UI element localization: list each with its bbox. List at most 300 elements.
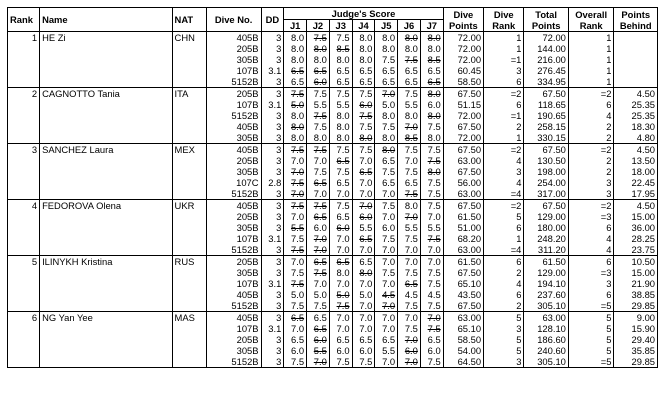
judge-score: 8.0: [307, 132, 330, 144]
overall-rank: =2: [568, 88, 614, 100]
dive-rank: 1: [484, 43, 524, 54]
judge-score: 8.0: [329, 110, 352, 121]
dive-points: 64.50: [443, 356, 483, 368]
judge-score: 6.5: [398, 65, 421, 76]
athlete-name-blank: [40, 177, 172, 188]
judge-score: 7.0: [375, 188, 398, 200]
dive-row: [8, 54, 658, 65]
judge-score: 8.5: [420, 54, 443, 65]
judge-score: 7.5: [420, 144, 443, 156]
athlete-nat: MAS: [172, 312, 206, 324]
dive-points: 72.00: [443, 43, 483, 54]
judge-score: 6.0: [307, 222, 330, 233]
judge-score: 7.0: [352, 200, 375, 212]
total-points: 311.20: [524, 244, 569, 256]
athlete-nat: UKR: [172, 200, 206, 212]
total-points: 240.60: [524, 345, 569, 356]
judge-score: 7.0: [375, 256, 398, 268]
dive-row: [8, 43, 658, 54]
total-points: 67.50: [524, 200, 569, 212]
athlete-nat-blank: [172, 323, 206, 334]
judge-score: 7.5: [398, 233, 421, 244]
judge-score: 8.0: [284, 132, 307, 144]
judge-score: 6.5: [375, 177, 398, 188]
judge-score: 7.5: [307, 166, 330, 177]
judge-score: 5.0: [329, 289, 352, 300]
overall-rank: 1: [568, 65, 614, 76]
athlete-rank-blank: [8, 278, 40, 289]
degree-of-difficulty: 3: [261, 289, 284, 300]
judge-score: 6.5: [352, 166, 375, 177]
judge-score: 6.5: [329, 334, 352, 345]
athlete-rank-blank: [8, 43, 40, 54]
dive-points: 58.50: [443, 76, 483, 88]
judge-score: 7.0: [375, 323, 398, 334]
judge-score: 6.5: [329, 256, 352, 268]
dive-number: 107B: [206, 233, 261, 244]
dive-points: 63.00: [443, 244, 483, 256]
athlete-name-blank: [40, 289, 172, 300]
judge-score: 7.0: [398, 121, 421, 132]
judge-score: 8.0: [352, 267, 375, 278]
dive-number: 205B: [206, 88, 261, 100]
judge-score: 7.5: [284, 267, 307, 278]
points-behind: 28.25: [614, 233, 658, 244]
judge-score: 7.5: [284, 88, 307, 100]
total-points: 129.00: [524, 267, 569, 278]
dive-rank: =1: [484, 54, 524, 65]
dive-number: 5152B: [206, 300, 261, 312]
judge-score: 7.0: [375, 278, 398, 289]
athlete-nat-blank: [172, 267, 206, 278]
athlete-name: HE Zi: [40, 32, 172, 44]
judge-score: 6.5: [420, 65, 443, 76]
points-behind: 22.45: [614, 177, 658, 188]
dive-row: [8, 323, 658, 334]
judge-score: 8.0: [375, 32, 398, 44]
athlete-rank-blank: [8, 345, 40, 356]
athlete-rank-blank: [8, 54, 40, 65]
dive-number: 405B: [206, 289, 261, 300]
points-behind: 4.50: [614, 88, 658, 100]
judge-score: 8.0: [375, 132, 398, 144]
degree-of-difficulty: 3: [261, 244, 284, 256]
overall-rank: 3: [568, 177, 614, 188]
judge-score: 6.0: [329, 345, 352, 356]
judge-score: 8.0: [284, 54, 307, 65]
points-behind: 4.80: [614, 132, 658, 144]
dive-number: 305B: [206, 54, 261, 65]
judge-score: 7.0: [307, 233, 330, 244]
points-behind: [614, 65, 658, 76]
judge-score: 6.5: [352, 256, 375, 268]
judge-score: 8.0: [307, 43, 330, 54]
judge-score: 5.5: [398, 99, 421, 110]
judge-score: 6.5: [375, 76, 398, 88]
dive-points: 56.00: [443, 177, 483, 188]
points-behind: 9.00: [614, 312, 658, 324]
degree-of-difficulty: 3.1: [261, 323, 284, 334]
judge-score: 7.5: [398, 267, 421, 278]
athlete-name-blank: [40, 43, 172, 54]
judges-score-header: Judge's Score: [284, 8, 443, 20]
dive-rank: 4: [484, 155, 524, 166]
judge-score: 7.5: [284, 233, 307, 244]
dive-number: 205B: [206, 334, 261, 345]
athlete-nat: ITA: [172, 88, 206, 100]
dive-row: [8, 300, 658, 312]
athlete-name-blank: [40, 222, 172, 233]
judge-score: 5.5: [375, 345, 398, 356]
athlete-nat-blank: [172, 300, 206, 312]
judge-score: 8.0: [352, 32, 375, 44]
judge-score: 4.5: [375, 289, 398, 300]
judge-score: 7.0: [284, 256, 307, 268]
degree-of-difficulty: 3: [261, 76, 284, 88]
judge-score: 8.0: [329, 54, 352, 65]
judge-score: 4.5: [398, 289, 421, 300]
dive-points: 60.45: [443, 65, 483, 76]
dive-row: [8, 289, 658, 300]
dive-row: [8, 132, 658, 144]
overall-rank: 6: [568, 256, 614, 268]
nat-header: NAT: [172, 8, 206, 32]
dive-row: [8, 65, 658, 76]
dive-number: 205B: [206, 43, 261, 54]
judge-header-6: J6: [398, 20, 421, 32]
degree-of-difficulty: 3: [261, 222, 284, 233]
judge-score: 6.5: [307, 211, 330, 222]
athlete-nat-blank: [172, 356, 206, 368]
judge-score: 6.0: [398, 345, 421, 356]
judge-score: 8.0: [307, 54, 330, 65]
judge-score: 7.0: [420, 244, 443, 256]
dive-number: 107C: [206, 177, 261, 188]
athlete-name-blank: [40, 356, 172, 368]
total-points: 61.50: [524, 256, 569, 268]
judge-score: 7.5: [352, 121, 375, 132]
judge-score: 7.5: [284, 278, 307, 289]
degree-of-difficulty: 3: [261, 110, 284, 121]
judge-score: 6.0: [284, 345, 307, 356]
judge-score: 6.5: [284, 65, 307, 76]
athlete-rank-blank: [8, 222, 40, 233]
judge-score: 7.5: [398, 88, 421, 100]
judge-score: 7.0: [352, 312, 375, 324]
dive-row: [8, 155, 658, 166]
judge-score: 7.5: [329, 200, 352, 212]
athlete-rank: 4: [8, 200, 40, 212]
judge-score: 8.0: [375, 144, 398, 156]
total-points: 128.10: [524, 323, 569, 334]
points-behind: 4.50: [614, 144, 658, 156]
points-behind: 29.85: [614, 300, 658, 312]
judge-score: 8.0: [420, 43, 443, 54]
dive-row: [8, 32, 658, 44]
judge-header-1: J1: [284, 20, 307, 32]
judge-score: 7.5: [420, 233, 443, 244]
judge-score: 7.0: [398, 211, 421, 222]
points-behind: 35.85: [614, 345, 658, 356]
points-behind: 23.75: [614, 244, 658, 256]
judge-score: 7.5: [375, 233, 398, 244]
points-behind: [614, 43, 658, 54]
overall-rank: =2: [568, 200, 614, 212]
judge-score: 7.5: [398, 300, 421, 312]
degree-of-difficulty: 3.1: [261, 233, 284, 244]
judge-score: 5.0: [307, 289, 330, 300]
degree-of-difficulty: 3.1: [261, 65, 284, 76]
dive-rank: 6: [484, 99, 524, 110]
dive-number: 305B: [206, 132, 261, 144]
athlete-nat-blank: [172, 233, 206, 244]
athlete-nat-blank: [172, 222, 206, 233]
athlete-name-blank: [40, 110, 172, 121]
judge-score: 7.5: [420, 300, 443, 312]
dive-points: 67.50: [443, 166, 483, 177]
dive-points: 51.00: [443, 222, 483, 233]
points-behind: 13.50: [614, 155, 658, 166]
degree-of-difficulty: 3: [261, 166, 284, 177]
athlete-rank: 2: [8, 88, 40, 100]
dive-points: 54.00: [443, 345, 483, 356]
judge-score: 7.5: [329, 32, 352, 44]
judge-score: 7.5: [420, 323, 443, 334]
judge-score: 7.0: [352, 278, 375, 289]
degree-of-difficulty: 3.1: [261, 278, 284, 289]
judge-score: 7.5: [420, 278, 443, 289]
judge-score: 7.5: [329, 144, 352, 156]
judge-score: 7.0: [375, 211, 398, 222]
dive-number: 107B: [206, 278, 261, 289]
judge-score: 7.0: [307, 155, 330, 166]
overall-rank: =5: [568, 300, 614, 312]
judge-score: 7.0: [420, 256, 443, 268]
name-header: Name: [40, 8, 172, 32]
athlete-rank: 5: [8, 256, 40, 268]
athlete-rank-blank: [8, 121, 40, 132]
judge-score: 8.0: [398, 32, 421, 44]
athlete-nat-blank: [172, 155, 206, 166]
dive-points: 72.00: [443, 110, 483, 121]
athlete-name-blank: [40, 65, 172, 76]
degree-of-difficulty: 3: [261, 300, 284, 312]
judge-score: 7.0: [352, 177, 375, 188]
judge-score: 8.0: [420, 88, 443, 100]
judge-score: 6.5: [375, 334, 398, 345]
dive-rank: 5: [484, 312, 524, 324]
athlete-rank: 6: [8, 312, 40, 324]
overall-rank: 2: [568, 166, 614, 177]
degree-of-difficulty: 3: [261, 267, 284, 278]
judge-score: 7.5: [284, 300, 307, 312]
dive-points: 43.50: [443, 289, 483, 300]
dive-row: [8, 334, 658, 345]
dive-row: [8, 244, 658, 256]
judge-score: 6.5: [307, 323, 330, 334]
athlete-rank-blank: [8, 323, 40, 334]
judge-score: 7.0: [375, 300, 398, 312]
dive-row: [8, 345, 658, 356]
overall-rank: 5: [568, 334, 614, 345]
degree-of-difficulty: 3: [261, 144, 284, 156]
overall-rank: 1: [568, 54, 614, 65]
judge-score: 7.0: [307, 244, 330, 256]
athlete-nat-blank: [172, 334, 206, 345]
dive-rank: =2: [484, 88, 524, 100]
points-behind: 25.35: [614, 110, 658, 121]
judge-score: 6.5: [329, 65, 352, 76]
athlete-nat-blank: [172, 188, 206, 200]
athlete-name-blank: [40, 323, 172, 334]
dive-points: 63.00: [443, 188, 483, 200]
dive-points: 72.00: [443, 132, 483, 144]
judge-score: 8.0: [398, 110, 421, 121]
total-points: 216.00: [524, 54, 569, 65]
judge-score: 7.5: [398, 323, 421, 334]
judge-score: 6.0: [352, 211, 375, 222]
athlete-nat: MEX: [172, 144, 206, 156]
overall-rank: =3: [568, 267, 614, 278]
athlete-rank-blank: [8, 188, 40, 200]
total-points: 63.00: [524, 312, 569, 324]
judge-score: 7.5: [375, 200, 398, 212]
judge-score: 7.0: [307, 356, 330, 368]
degree-of-difficulty: 3: [261, 356, 284, 368]
total-points-header: Total Points: [524, 8, 569, 32]
athlete-rank-blank: [8, 356, 40, 368]
athlete-name-blank: [40, 132, 172, 144]
judge-score: 8.5: [398, 132, 421, 144]
judge-score: 6.5: [329, 211, 352, 222]
athlete-name-blank: [40, 121, 172, 132]
total-points: 305.10: [524, 356, 569, 368]
judge-score: 7.0: [284, 166, 307, 177]
judge-score: 6.0: [307, 76, 330, 88]
overall-rank: 5: [568, 345, 614, 356]
judge-score: 7.5: [329, 356, 352, 368]
degree-of-difficulty: 3: [261, 88, 284, 100]
judge-score: 6.5: [329, 177, 352, 188]
judge-score: 7.0: [375, 312, 398, 324]
athlete-name-blank: [40, 278, 172, 289]
judge-score: 7.5: [329, 300, 352, 312]
judge-score: 7.5: [307, 300, 330, 312]
dive-number: 405B: [206, 121, 261, 132]
judge-score: 7.5: [375, 54, 398, 65]
judge-score: 7.0: [284, 188, 307, 200]
dive-number: 405B: [206, 144, 261, 156]
dive-number: 405B: [206, 32, 261, 44]
overall-rank: 1: [568, 32, 614, 44]
athlete-rank: 3: [8, 144, 40, 156]
athlete-name: SANCHEZ Laura: [40, 144, 172, 156]
dive-row: [8, 188, 658, 200]
judge-score: 5.5: [420, 222, 443, 233]
judge-score: 7.5: [398, 166, 421, 177]
judge-score: 5.0: [284, 289, 307, 300]
judge-score: 7.5: [307, 200, 330, 212]
dive-points: 58.50: [443, 334, 483, 345]
judge-score: 7.5: [352, 88, 375, 100]
degree-of-difficulty: 3.1: [261, 99, 284, 110]
judge-score: 7.5: [420, 155, 443, 166]
dive-rank: 6: [484, 256, 524, 268]
judge-score: 8.0: [284, 43, 307, 54]
athlete-nat-blank: [172, 244, 206, 256]
athlete-rank-blank: [8, 76, 40, 88]
judge-score: 6.0: [420, 345, 443, 356]
judge-score: 7.0: [398, 356, 421, 368]
judge-header-4: J4: [352, 20, 375, 32]
athlete-name-blank: [40, 166, 172, 177]
judge-score: 6.5: [352, 76, 375, 88]
total-points: 186.60: [524, 334, 569, 345]
athlete-rank-blank: [8, 233, 40, 244]
athlete-nat-blank: [172, 99, 206, 110]
judge-score: 8.0: [329, 267, 352, 278]
judge-score: 5.0: [284, 99, 307, 110]
total-points: 237.60: [524, 289, 569, 300]
dive-row: [8, 166, 658, 177]
judge-score: 8.0: [398, 200, 421, 212]
athlete-name-blank: [40, 76, 172, 88]
athlete-name-blank: [40, 334, 172, 345]
points-behind: 10.50: [614, 256, 658, 268]
judge-score: 7.5: [307, 267, 330, 278]
judge-score: 7.0: [329, 244, 352, 256]
judge-score: 8.5: [329, 43, 352, 54]
judge-score: 7.0: [352, 323, 375, 334]
dive-rank: 4: [484, 278, 524, 289]
athlete-nat-blank: [172, 278, 206, 289]
dive-number: 405B: [206, 312, 261, 324]
judge-score: 7.0: [398, 244, 421, 256]
judge-score: 8.0: [420, 32, 443, 44]
dive-rank: 1: [484, 32, 524, 44]
athlete-rank-blank: [8, 267, 40, 278]
judge-score: 6.5: [307, 65, 330, 76]
judge-score: 7.5: [284, 244, 307, 256]
dive-points: 67.50: [443, 267, 483, 278]
dive-points: 67.50: [443, 88, 483, 100]
judge-score: 6.5: [375, 65, 398, 76]
dive-points: 63.00: [443, 312, 483, 324]
judge-score: 8.0: [420, 110, 443, 121]
dive-row: [8, 144, 658, 156]
athlete-nat-blank: [172, 166, 206, 177]
total-points: 198.00: [524, 166, 569, 177]
dive-row: [8, 99, 658, 110]
dive-rank: 3: [484, 65, 524, 76]
points-behind: 29.85: [614, 356, 658, 368]
points-behind: 38.85: [614, 289, 658, 300]
judge-score: 7.0: [420, 211, 443, 222]
judge-score: 7.0: [398, 334, 421, 345]
dive-rank: 2: [484, 121, 524, 132]
points-behind: 18.00: [614, 166, 658, 177]
judge-score: 5.0: [375, 99, 398, 110]
judge-score: 6.5: [352, 334, 375, 345]
dd-header: DD: [261, 8, 284, 32]
overall-rank: =2: [568, 144, 614, 156]
dive-number: 205B: [206, 211, 261, 222]
total-points: 72.00: [524, 32, 569, 44]
overall-rank: 4: [568, 233, 614, 244]
judge-score: 6.0: [352, 345, 375, 356]
judge-score: 7.5: [420, 177, 443, 188]
judge-score: 8.0: [398, 43, 421, 54]
